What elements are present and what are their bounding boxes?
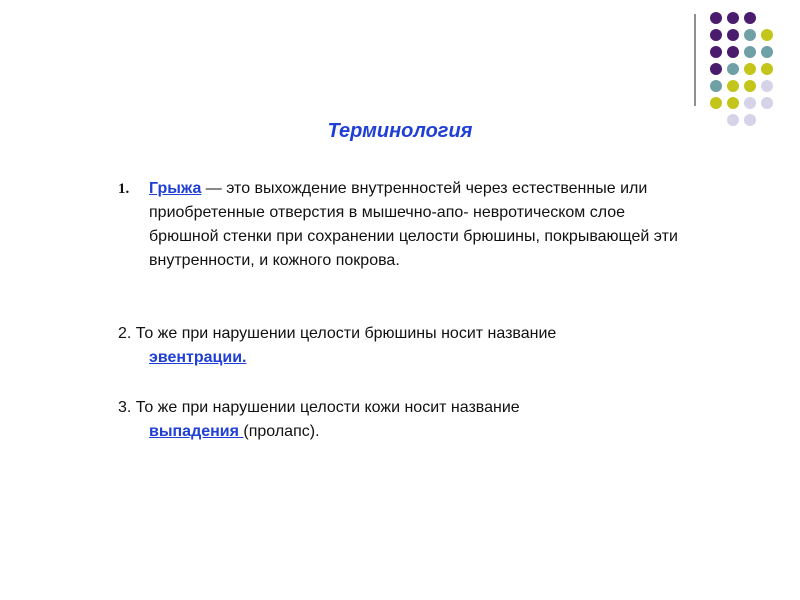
decorative-dot	[710, 12, 722, 24]
decorative-divider-line	[694, 14, 696, 106]
decorative-dot	[744, 63, 756, 75]
definition-body	[149, 177, 698, 273]
list-marker: 1.	[118, 181, 130, 197]
decorative-dot	[710, 80, 722, 92]
decorative-dot	[710, 97, 722, 109]
decorative-dot	[744, 46, 756, 58]
item-3-text: 3. То же при нарушении целости кожи носит название	[118, 399, 520, 416]
item-3-suffix: (пролапс).	[243, 423, 320, 440]
decorative-dot	[727, 63, 739, 75]
decorative-dot	[761, 29, 773, 41]
definition-item-2	[118, 322, 698, 370]
decorative-dot	[727, 46, 739, 58]
definition-item-3	[118, 396, 698, 444]
decorative-dot	[727, 97, 739, 109]
decorative-dot	[710, 63, 722, 75]
decorative-dot	[744, 29, 756, 41]
decorative-dot	[727, 29, 739, 41]
item-2-text: 2. То же при нарушении целости брюшины носит название	[118, 325, 557, 342]
item-3-link-line	[149, 420, 698, 444]
term-link-prolapse[interactable]: выпадения	[149, 423, 244, 440]
decorative-dot	[727, 12, 739, 24]
term-link-hernia[interactable]: Грыжа	[149, 180, 202, 197]
decorative-dot	[761, 63, 773, 75]
definition-item-1	[118, 177, 698, 273]
decorative-dot	[744, 12, 756, 24]
decorative-dot-grid	[700, 8, 790, 138]
decorative-dot	[744, 97, 756, 109]
item-2-link-line	[149, 346, 698, 370]
decorative-dot	[710, 46, 722, 58]
term-link-eventration[interactable]: эвентрации.	[149, 349, 247, 366]
decorative-dot	[761, 97, 773, 109]
definition-text: — это выхождение внутренностей через естественные или приобретенные отверстия в мышечно-апо- невротическом слое брюшной стенки при сохранении целости брюшины, покрывающей эти внутренности, и кожного покрова.	[149, 180, 678, 269]
decorative-dot	[761, 46, 773, 58]
decorative-dot	[710, 29, 722, 41]
decorative-dot	[727, 80, 739, 92]
decorative-dot	[761, 80, 773, 92]
decorative-dot	[744, 80, 756, 92]
slide-title: Терминология	[327, 120, 473, 142]
